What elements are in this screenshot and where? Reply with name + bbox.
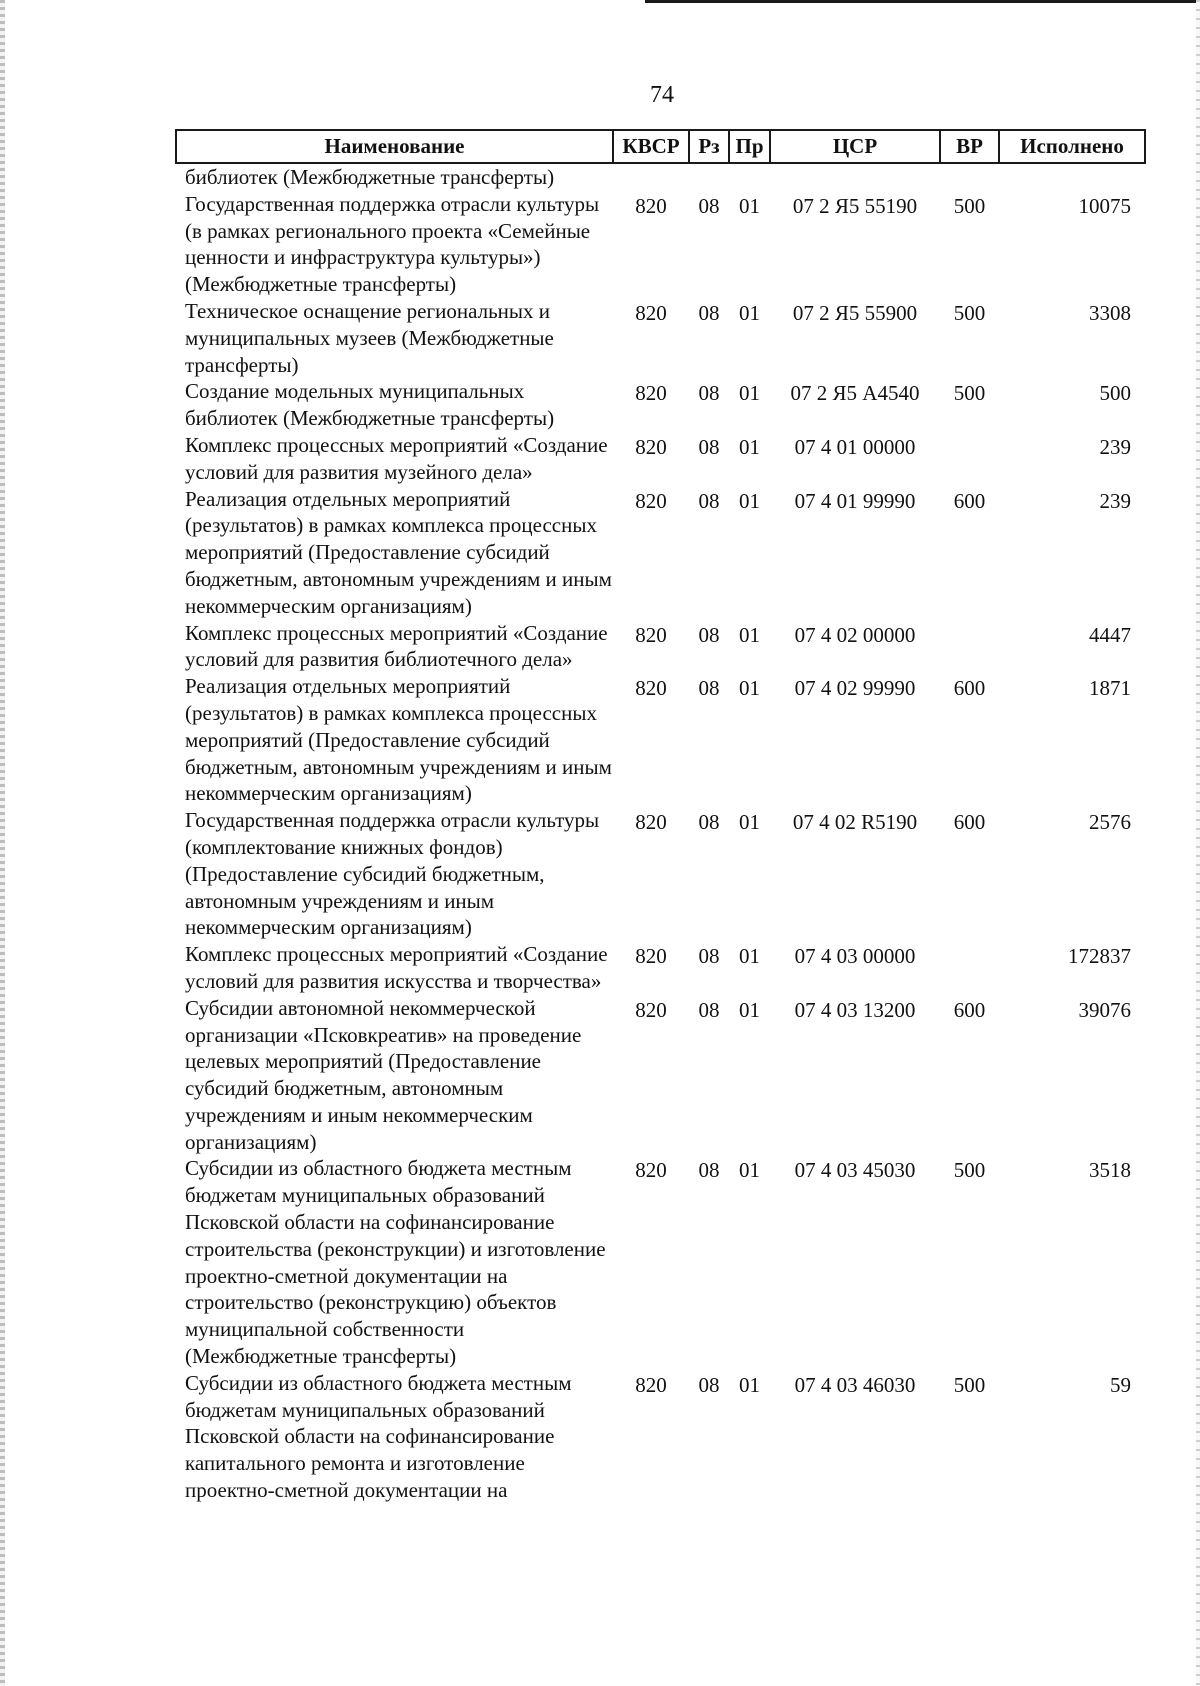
cell-isp: 59: [1110, 1372, 1131, 1397]
cell-pr: 01: [739, 997, 760, 1022]
budget-table: [175, 129, 1146, 1504]
cell-isp: 1871: [1089, 676, 1131, 701]
cell-vr: [940, 432, 999, 486]
cell-kvsr: 820: [635, 1372, 667, 1397]
cell-name: Техническое оснащение региональных и муниципальных музеев (Межбюджетные трансферты): [185, 298, 554, 377]
table-row: [176, 1370, 1145, 1504]
cell-pr: 01: [739, 1372, 760, 1397]
cell-pr: 01: [739, 676, 760, 701]
cell-kvsr: 820: [635, 381, 667, 406]
table-body: [176, 163, 1145, 1504]
cell-rz: 08: [698, 1158, 720, 1183]
cell-rz: 08: [698, 193, 720, 218]
table-row: [176, 378, 1145, 432]
table-row: [176, 298, 1145, 378]
cell-name: Государственная поддержка отрасли культуры (комплектование книжных фондов) (Предоставление субсидий бюджетным, автономным учреждениям и иным некоммерческим организациям): [185, 808, 600, 940]
table-header: [176, 130, 1145, 163]
cell-kvsr: 820: [635, 997, 667, 1022]
cell-rz: 08: [698, 676, 720, 701]
cell-csr: 07 4 03 45030: [794, 1158, 916, 1183]
cell-isp: 39076: [1078, 997, 1131, 1022]
cell-vr: [940, 941, 999, 995]
cell-isp: 2576: [1089, 810, 1131, 835]
cell-csr: [770, 163, 940, 191]
cell-vr: 500: [953, 1158, 986, 1183]
table-row: [176, 1155, 1145, 1369]
table-row: [176, 807, 1145, 941]
cell-isp: 10075: [1078, 193, 1131, 218]
cell-csr: 07 4 02 99990: [794, 676, 916, 701]
header-name: Наименование: [176, 130, 613, 163]
cell-kvsr: 820: [635, 676, 667, 701]
table-row: [176, 673, 1145, 807]
cell-name: Комплекс процессных мероприятий «Создание условий для развития искусства и творчества»: [185, 942, 608, 993]
cell-vr: [940, 620, 999, 674]
cell-isp: 239: [1099, 434, 1131, 459]
header-row: [176, 130, 1145, 163]
header-vr: ВР: [940, 130, 999, 163]
cell-vr: 500: [953, 193, 986, 218]
cell-kvsr: 820: [635, 622, 667, 647]
header-csr: ЦСР: [770, 130, 940, 163]
cell-pr: 01: [739, 810, 760, 835]
cell-rz: 08: [698, 300, 720, 325]
cell-vr: [940, 163, 999, 191]
table-row: [176, 941, 1145, 995]
table-row: [176, 995, 1145, 1156]
cell-name: Субсидии автономной некоммерческой организации «Псковкреатив» на проведение целевых мероприятий (Предоставление субсидий бюджетным, автономным учреждениям и иным некоммерческим организациям): [185, 995, 582, 1154]
table-row: [176, 620, 1145, 674]
cell-rz: 08: [698, 944, 720, 969]
cell-csr: 07 4 03 00000: [794, 944, 916, 969]
page-number: 74: [650, 82, 674, 108]
cell-vr: 500: [953, 381, 986, 406]
cell-rz: 08: [698, 622, 720, 647]
cell-csr: 07 4 01 99990: [794, 488, 916, 513]
table-row: [176, 191, 1145, 298]
top-border-line: [645, 0, 1200, 3]
cell-name: Комплекс процессных мероприятий «Создание условий для развития библиотечного дела»: [185, 620, 608, 672]
cell-name: Реализация отдельных мероприятий (результатов) в рамках комплекса процессных мероприятий (Предоставление субсидий бюджетным, автономным учреждениям и иным некоммерческим организациям): [185, 674, 612, 806]
cell-pr: 01: [739, 381, 760, 406]
cell-name: Субсидии из областного бюджета местным бюджетам муниципальных образований Псковской области на софинансирование капитального ремонта и изготовление проектно-сметной документации на: [185, 1370, 572, 1503]
table-row: [176, 432, 1145, 486]
header-rz: Рз: [689, 130, 729, 163]
cell-csr: 07 2 Я5 А4540: [790, 381, 920, 406]
cell-vr: 600: [953, 810, 986, 835]
cell-vr: 500: [953, 300, 986, 325]
scan-left-edge: [0, 0, 5, 1686]
cell-csr: 07 4 01 00000: [794, 434, 916, 459]
scan-right-edge: [1196, 0, 1200, 1686]
cell-rz: 08: [698, 434, 720, 459]
cell-vr: 600: [953, 676, 986, 701]
cell-pr: [729, 163, 770, 191]
cell-csr: 07 4 03 13200: [794, 997, 916, 1022]
cell-pr: 01: [739, 622, 760, 647]
cell-name: библиотек (Межбюджетные трансферты): [185, 165, 555, 189]
cell-name: Комплекс процессных мероприятий «Создание условий для развития музейного дела»: [185, 432, 608, 484]
header-pr: Пр: [729, 130, 770, 163]
cell-kvsr: 820: [635, 810, 667, 835]
cell-isp: 239: [1099, 488, 1131, 513]
cell-isp: 3518: [1089, 1158, 1131, 1183]
cell-pr: 01: [739, 300, 760, 325]
cell-kvsr: [613, 163, 689, 191]
cell-name: Создание модельных муниципальных библиотек (Межбюджетные трансферты): [185, 379, 555, 431]
cell-kvsr: 820: [635, 488, 667, 513]
cell-kvsr: 820: [635, 944, 667, 969]
header-isp: Исполнено: [999, 130, 1145, 163]
cell-kvsr: 820: [635, 434, 667, 459]
header-kvsr: КВСР: [613, 130, 689, 163]
cell-isp: [999, 163, 1145, 191]
cell-isp: 172837: [1068, 944, 1131, 969]
cell-name: Реализация отдельных мероприятий (результатов) в рамках комплекса процессных мероприятий (Предоставление субсидий бюджетным, автономным учреждениям и иным некоммерческим организациям): [185, 486, 612, 618]
cell-rz: 08: [698, 1372, 720, 1397]
cell-isp: 500: [1099, 381, 1131, 406]
cell-csr: 07 4 02 00000: [794, 622, 916, 647]
cell-rz: 08: [698, 381, 720, 406]
cell-kvsr: 820: [635, 193, 667, 218]
cell-pr: 01: [739, 1158, 760, 1183]
cell-name: Субсидии из областного бюджета местным бюджетам муниципальных образований Псковской области на софинансирование строительства (реконструкции) и изготовление проектно-сметной документации на строительство (реконструкцию) объектов муниципальной собственности (Межбюджетные трансферты): [185, 1156, 606, 1369]
cell-rz: 08: [698, 810, 720, 835]
cell-pr: 01: [739, 488, 760, 513]
cell-vr: 500: [953, 1372, 986, 1397]
cell-name: Государственная поддержка отрасли культуры (в рамках регионального проекта «Семейные ценности и инфраструктура культуры») (Межбюджетные трансферты): [185, 191, 600, 297]
cell-rz: [689, 163, 729, 191]
cell-rz: 08: [698, 488, 720, 513]
cell-kvsr: 820: [635, 1158, 667, 1183]
table-row: [176, 486, 1145, 620]
cell-rz: 08: [698, 997, 720, 1022]
cell-vr: 600: [953, 997, 986, 1022]
cell-pr: 01: [739, 193, 760, 218]
cell-pr: 01: [739, 434, 760, 459]
cell-csr: 07 4 02 R5190: [792, 810, 918, 835]
cell-csr: 07 2 Я5 55900: [792, 300, 918, 325]
cell-pr: 01: [739, 944, 760, 969]
cell-kvsr: 820: [635, 300, 667, 325]
table-row: [176, 163, 1145, 191]
cell-csr: 07 4 03 46030: [794, 1372, 916, 1397]
cell-csr: 07 2 Я5 55190: [792, 193, 918, 218]
cell-vr: 600: [953, 488, 986, 513]
cell-isp: 3308: [1089, 300, 1131, 325]
cell-isp: 4447: [1089, 622, 1131, 647]
